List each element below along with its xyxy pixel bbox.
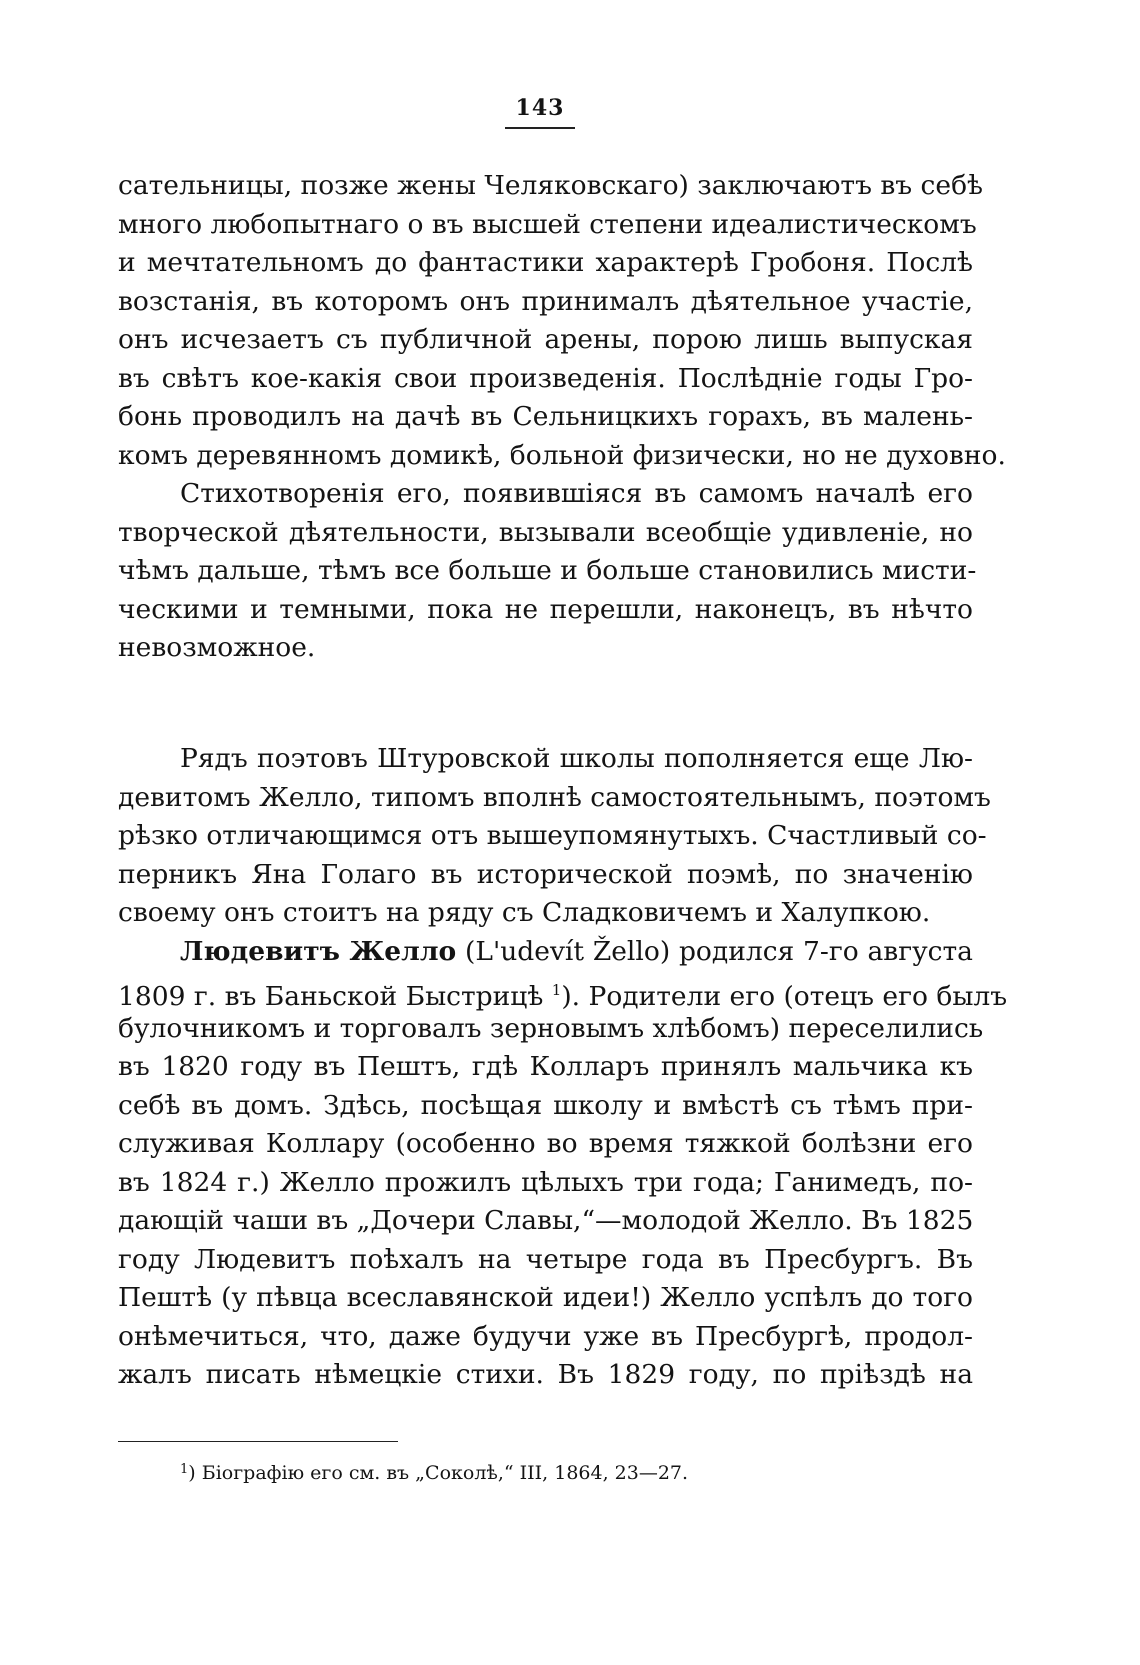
text-line: дающій чаши въ „Дочери Славы,“—молодой Желло. Въ 1825 [118, 1205, 974, 1236]
text-line: много любопытнаго о въ высшей степени идеалистическомъ [118, 208, 977, 240]
footnote-text: ) Біографію его см. въ „Соколѣ,“ III, 1864, 23—27. [188, 1462, 689, 1484]
text-line: комъ деревянномъ домикѣ, больной физически, но не духовно. [118, 439, 1006, 471]
text-line: служивая Коллару (особенно во время тяжкой болѣзни его [118, 1128, 973, 1159]
text-line: себѣ въ домъ. Здѣсь, посѣщая школу и вмѣстѣ съ тѣмъ при- [118, 1089, 973, 1121]
footnote-marker: 1 [551, 981, 562, 999]
text-block-lower [118, 740, 1008, 1395]
text-line-part: 1809 г. въ Баньской Быстрицѣ [118, 980, 544, 1012]
text-line: онъ исчезаетъ съ публичной арены, порою лишь выпуская [118, 324, 973, 355]
text-line: перникъ Яна Голаго въ исторической поэмѣ, по значенію [118, 858, 973, 890]
text-line: жалъ писать нѣмецкіе стихи. Въ 1829 году, по пріѣздѣ на [118, 1359, 973, 1390]
text-line: чѣмъ дальше, тѣмъ все больше и больше становились мисти- [118, 555, 977, 586]
text-line: возстанія, въ которомъ онъ принималъ дѣятельное участіе, [118, 285, 973, 317]
text-line: въ свѣтъ кое-какія свои произведенія. Послѣдніе годы Гро- [118, 362, 973, 394]
footnote [180, 1462, 688, 1484]
text-line-rest: (L'udevít Žello) родился 7-го августа [465, 935, 973, 967]
footnote-rule [118, 1441, 398, 1442]
text-line: своему онъ стоитъ на ряду съ Сладковичемъ и Халупкою. [118, 897, 931, 928]
text-line: въ 1820 году въ Пештъ, гдѣ Колларъ принялъ мальчика къ [118, 1051, 973, 1082]
person-name: Людевитъ Желло [180, 935, 457, 967]
text-line-part: ). Родители его (отецъ его былъ [561, 980, 1008, 1012]
text-line: булочникомъ и торговалъ зерновымъ хлѣбомъ) переселились [118, 1012, 984, 1044]
text-line: рѣзко отличающимся отъ вышеупомянутыхъ. Счастливый со- [118, 820, 987, 851]
page-number: 143 [515, 95, 565, 121]
page-number-rule [505, 127, 575, 129]
text-line: году Людевитъ поѣхалъ на четыре года въ Пресбургъ. Въ [118, 1243, 973, 1275]
footnote-number: 1 [180, 1462, 189, 1477]
text-line [118, 933, 973, 972]
text-line: и мечтательномъ до фантастики характерѣ Гробоня. Послѣ [118, 247, 973, 278]
text-line [118, 971, 1008, 1012]
text-line: девитомъ Желло, типомъ вполнѣ самостоятельнымъ, поэтомъ [118, 781, 991, 813]
text-line: онѣмечиться, что, даже будучи уже въ Пресбургѣ, продол- [118, 1320, 973, 1352]
text-block-upper [118, 167, 1006, 668]
text-line: творческой дѣятельности, вызывали всеобщіе удивленіе, но [118, 516, 973, 548]
text-line: Пештѣ (у пѣвца всеславянской идеи!) Желло успѣлъ до того [118, 1282, 973, 1313]
text-line: невозможное. [118, 632, 316, 663]
text-line: Рядъ поэтовъ Штуровской школы пополняется еще Лю- [180, 743, 973, 774]
text-line: бонь проводилъ на дачѣ въ Сельницкихъ горахъ, въ малень- [118, 401, 973, 432]
text-line: Стихотворенія его, появившіяся въ самомъ началѣ его [180, 478, 973, 509]
text-line: въ 1824 г.) Желло прожилъ цѣлыхъ три года; Ганимедъ, по- [118, 1166, 973, 1198]
text-line: сательницы, позже жены Челяковскаго) заключаютъ въ себѣ [118, 170, 984, 201]
text-line: ческими и темными, пока не перешли, наконецъ, въ нѣчто [118, 593, 973, 625]
